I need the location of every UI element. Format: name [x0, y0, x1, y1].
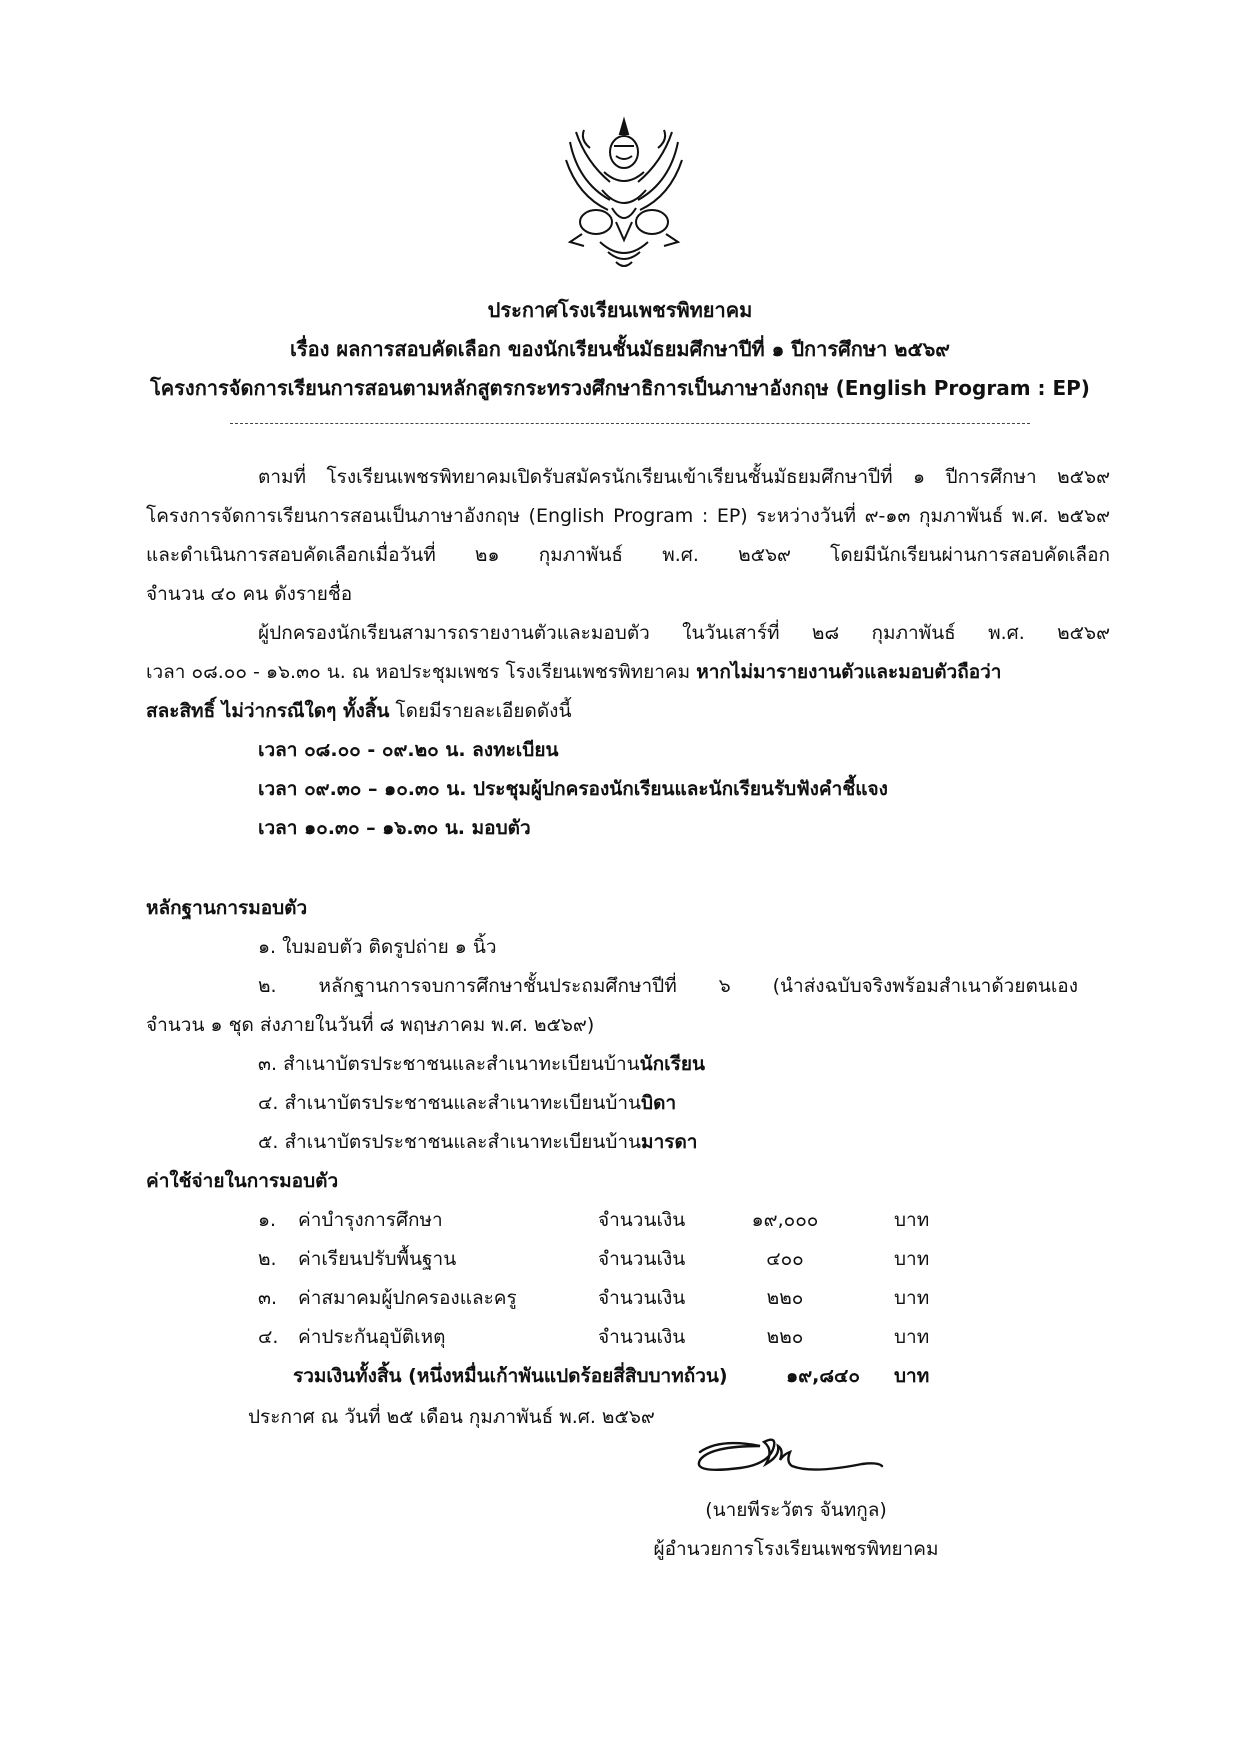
garuda-emblem-icon	[556, 112, 692, 272]
announcement-title: ประกาศโรงเรียนเพชรพิทยาคม	[487, 298, 753, 322]
evidence-item-4	[258, 1088, 676, 1118]
fee-row-4-label: ค่าประกันอุบัติเหตุ	[298, 1326, 446, 1348]
announcement-subject: เรื่อง ผลการสอบคัดเลือก ของนักเรียนชั้นมัธยมศึกษาปีที่ ๑ ปีการศึกษา ๒๕๖๙	[290, 337, 950, 361]
fee-row-1-unit: บาท	[894, 1209, 930, 1231]
paragraph2-line3-warning: สละสิทธิ์ ไม่ว่ากรณีใดๆ ทั้งสิ้น	[146, 700, 390, 722]
fee-row-1-label: ค่าบำรุงการศึกษา	[298, 1209, 443, 1231]
evidence-heading: หลักฐานการมอบตัว	[146, 897, 308, 919]
fee-row-2-amount: ๔๐๐	[766, 1248, 804, 1270]
fee-row-2-num: ๒.	[258, 1248, 277, 1270]
fee-row-2-col: จำนวนเงิน	[598, 1248, 686, 1270]
paragraph1-line2: โครงการจัดการเรียนการสอนเป็นภาษาอังกฤษ (English Program : EP) ระหว่างวันที่ ๙-๑๓ กุมภาพันธ์ พ.ศ. ๒๕๖๙	[146, 505, 1110, 527]
evidence-item-1: ๑. ใบมอบตัว ติดรูปถ่าย ๑ นิ้ว	[258, 936, 497, 958]
paragraph2-line2-warning: หากไม่มารายงานตัวและมอบตัวถือว่า	[696, 661, 1002, 683]
fee-row-3-num: ๓.	[258, 1287, 278, 1309]
fee-row-3-unit: บาท	[894, 1287, 930, 1309]
signer-name: (นายพีระวัตร จันทกูล)	[705, 1499, 887, 1521]
paragraph2-line2-text: เวลา ๐๘.๐๐ - ๑๖.๓๐ น. ณ หอประชุมเพชร โรงเรียนเพชรพิทยาคม	[146, 661, 697, 683]
schedule-item-registration: เวลา ๐๘.๐๐ - ๐๙.๒๐ น. ลงทะเบียน	[258, 739, 559, 761]
fee-total-label: รวมเงินทั้งสิ้น (หนึ่งหมื่นเก้าพันแปดร้อยสี่สิบบาทถ้วน)	[293, 1365, 728, 1387]
fee-row-2-unit: บาท	[894, 1248, 930, 1270]
fee-row-1-num: ๑.	[258, 1209, 277, 1231]
evidence-item-3-emphasis: นักเรียน	[639, 1053, 705, 1075]
evidence-item-5	[258, 1127, 697, 1157]
fee-row-4-unit: บาท	[894, 1326, 930, 1348]
fee-row-1-col: จำนวนเงิน	[598, 1209, 686, 1231]
paragraph1-line4: จำนวน ๔๐ คน ดังรายชื่อ	[146, 583, 353, 605]
signer-title: ผู้อำนวยการโรงเรียนเพชรพิทยาคม	[653, 1538, 939, 1560]
evidence-item-3	[258, 1049, 705, 1079]
evidence-item-3-text: ๓. สำเนาบัตรประชาชนและสำเนาทะเบียนบ้าน	[258, 1053, 640, 1075]
fee-row-4-col: จำนวนเงิน	[598, 1326, 686, 1348]
signature-icon	[688, 1430, 908, 1490]
paragraph1-line1: ตามที่ โรงเรียนเพชรพิทยาคมเปิดรับสมัครนักเรียนเข้าเรียนชั้นมัธยมศึกษาปีที่ ๑ ปีการศึกษา ๒๕๖๙	[258, 466, 1110, 488]
evidence-item-4-emphasis: บิดา	[641, 1092, 677, 1114]
fee-total-amount: ๑๙,๘๔๐	[786, 1365, 860, 1387]
schedule-item-meeting: เวลา ๐๙.๓๐ – ๑๐.๓๐ น. ประชุมผู้ปกครองนักเรียนและนักเรียนรับฟังคำชี้แจง	[258, 778, 888, 800]
fee-row-3-label: ค่าสมาคมผู้ปกครองและครู	[298, 1287, 517, 1309]
schedule-item-handover: เวลา ๑๐.๓๐ – ๑๖.๓๐ น. มอบตัว	[258, 817, 531, 839]
announcement-program: โครงการจัดการเรียนการสอนตามหลักสูตรกระทรวงศึกษาธิการเป็นภาษาอังกฤษ (English Program : EP)	[150, 376, 1090, 400]
evidence-item-4-text: ๔. สำเนาบัตรประชาชนและสำเนาทะเบียนบ้าน	[258, 1092, 642, 1114]
paragraph2-line3	[146, 696, 571, 726]
fee-row-1-amount: ๑๙,๐๐๐	[751, 1209, 819, 1231]
paragraph2-line3-text: โดยมีรายละเอียดดังนี้	[389, 700, 572, 722]
paragraph2-line2	[146, 657, 1001, 687]
fee-row-2-label: ค่าเรียนปรับพื้นฐาน	[298, 1248, 457, 1270]
paragraph1-line3: และดำเนินการสอบคัดเลือกเมื่อวันที่ ๒๑ กุมภาพันธ์ พ.ศ. ๒๕๖๙ โดยมีนักเรียนผ่านการสอบคัดเลือก	[146, 544, 1110, 566]
evidence-item-2-line2: จำนวน ๑ ชุด ส่งภายในวันที่ ๘ พฤษภาคม พ.ศ. ๒๕๖๙)	[146, 1014, 595, 1036]
fee-row-3-amount: ๒๒๐	[766, 1287, 804, 1309]
paragraph2-line1: ผู้ปกครองนักเรียนสามารถรายงานตัวและมอบตัว ในวันเสาร์ที่ ๒๘ กุมภาพันธ์ พ.ศ. ๒๕๖๙	[258, 622, 1110, 644]
fees-heading: ค่าใช้จ่ายในการมอบตัว	[146, 1170, 339, 1192]
separator-line	[230, 423, 1030, 424]
fee-row-4-amount: ๒๒๐	[766, 1326, 804, 1348]
evidence-item-5-emphasis: มารดา	[641, 1131, 698, 1153]
announcement-date: ประกาศ ณ วันที่ ๒๕ เดือน กุมภาพันธ์ พ.ศ. ๒๕๖๙	[248, 1406, 655, 1428]
evidence-item-2-line1: ๒. หลักฐานการจบการศึกษาชั้นประถมศึกษาปีที่ ๖ (นำส่งฉบับจริงพร้อมสำเนาด้วยตนเอง	[258, 975, 1078, 997]
evidence-item-5-text: ๕. สำเนาบัตรประชาชนและสำเนาทะเบียนบ้าน	[258, 1131, 642, 1153]
fee-total-unit: บาท	[894, 1365, 930, 1387]
fee-row-3-col: จำนวนเงิน	[598, 1287, 686, 1309]
fee-row-4-num: ๔.	[258, 1326, 279, 1348]
